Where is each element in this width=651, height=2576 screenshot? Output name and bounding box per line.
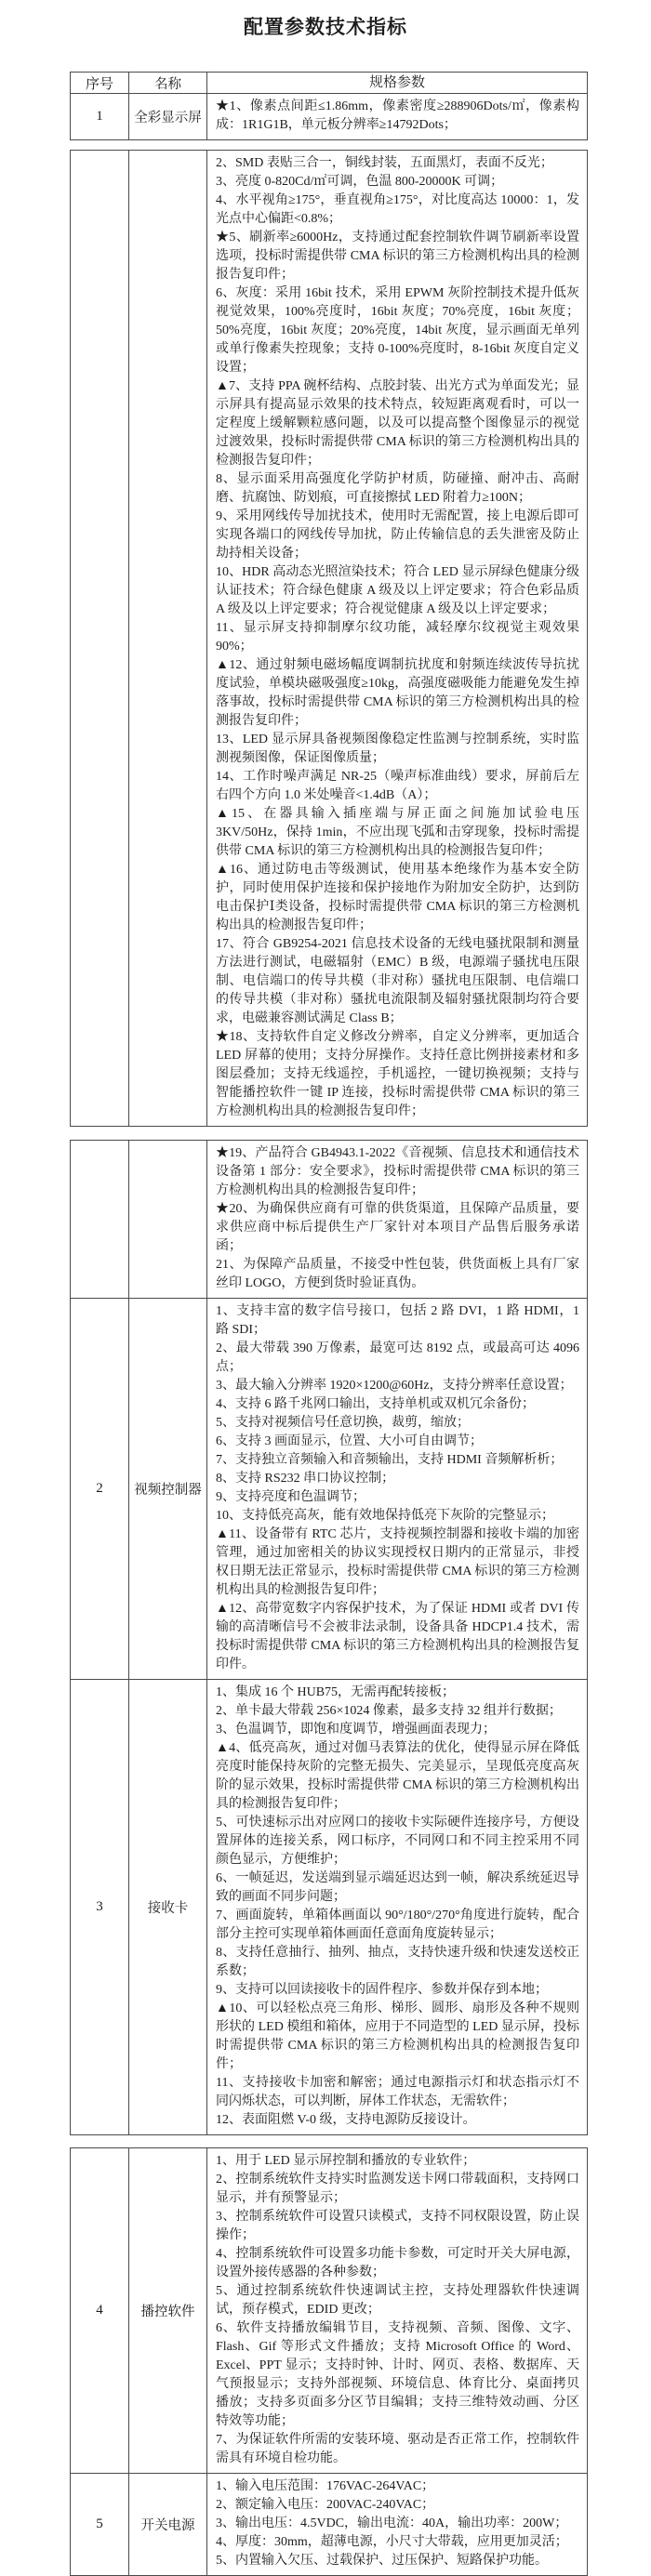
table-row-control-software — [71, 2148, 587, 2473]
spec-item: 3、输出电压：4.5VDC，输出电流：40A，输出功率：200W； — [216, 2517, 568, 2530]
spec-item: 17、符合 GB9254-2021 信息技术设备的无线电骚扰限制和测量方法进行测试，电磁辐射（EMC）B 级，电源端子骚扰电压限制、电信端口的传导共模（非对称）骚扰电压限制、电信端口的传导共模（非对称）骚扰电流限制及辐射骚扰限制均符合要求，电磁兼容测试满足 Class B； — [216, 937, 579, 1025]
spec-item: ▲12、通过射频电磁场幅度调制抗扰度和射频连续波传导抗扰度试验，单模块磁吸强度≥10kg，高强度磁吸能力能避免发生掉落事故，投标时需提供带 CMA 标识的第三方检测机构出具的检测报告复印件； — [216, 658, 579, 728]
spec-item: ★5、刷新率≥6000Hz，支持通过配套控制软件调节刷新率设置选项，投标时需提供带 CMA 标识的第三方检测机构出具的检测报告复印件； — [216, 231, 579, 282]
spec-item: ▲15、在器具输入插座端与屏正面之间施加试验电压 3KV/50Hz，保持 1min，不应出现飞弧和击穿现象，投标时需提供带 CMA 标识的第三方检测机构出具的检测报告复印件； — [216, 807, 579, 858]
serial-cell: 3 — [71, 1680, 129, 2134]
spec-item: 2、控制系统软件支持实时监测发送卡网口带载面积，支持网口显示，并有预警显示； — [216, 2173, 579, 2205]
spec-item: 3、控制系统软件可设置只读模式，支持不同权限设置，防止误操作； — [216, 2210, 579, 2242]
spec-item: 8、支持任意抽行、抽列、抽点，支持快速升级和快速发送校正系数； — [216, 1946, 579, 1978]
spec-item: ★20、为确保供应商有可靠的供货渠道，且保障产品质量，要求供应商中标后提供生产厂家针对本项目产品售后服务承诺函； — [216, 1202, 579, 1253]
spec-item: 1、用于 LED 显示屏控制和播放的专业软件； — [216, 2154, 476, 2168]
header-cell-spec: 规格参数 — [368, 75, 425, 90]
spec-item: 2、额定输入电压：200VAC-240VAC； — [216, 2498, 435, 2512]
spec-item: 6、支持 3 画面显示，位置、大小可自由调节； — [216, 1434, 483, 1448]
spec-item: 6、软件支持播放编辑节目，支持视频、音频、图像、文字、Flash、Gif 等形式文件播放；支持 Microsoft Office 的 Word、Excel、PPT 显示；支持时钟、计时、网页、表格、数据库、天气预报显示；支持外部视频、环境信息、体育比分、桌面拷贝播放；支持多页面多分区节目编辑；支持三维特效动画、分区特效等功能； — [216, 2321, 579, 2428]
spec-item: 10、HDR 高动态光照渲染技术；符合 LED 显示屏绿色健康分级认证技术；符合绿色健康 A 级及以上评定要求；符合色彩品质 A 级及以上评定要求；符合视觉健康 A 级及以上评定要求； — [216, 565, 579, 616]
spec-item: ▲10、可以轻松点亮三角形、梯形、圆形、扇形及各种不规则形状的 LED 模组和箱体，应用于不同造型的 LED 显示屏，投标时需提供带 CMA 标识的第三方检测机构出具的检测报告复印件； — [216, 2001, 579, 2071]
spec-item: 3、色温调节，即饱和度调节，增强画面表现力； — [216, 1723, 496, 1737]
spec-item: ▲7、支持 PPA 碗杯结构、点胶封装、出光方式为单面发光；显示屏具有提高显示效果的技术特点，较短距离观看时，可以一定程度上缓解颗粒感问题，以及可以提高整个图像显示的视觉过渡效果，投标时需提供带 CMA 标识的第三方检测机构出具的检测报告复印件； — [216, 379, 579, 468]
name-cell: 全彩显示屏 — [129, 94, 207, 139]
spec-item: 8、显示面采用高强度化学防护材质，防碰撞、耐冲击、高耐磨、抗腐蚀、防划痕，可直接擦拭 LED 附着力≥100N； — [216, 472, 579, 505]
header-cell-name: 名称 — [129, 73, 207, 93]
spec-item: 21、为保障产品质量，不接受中性包装，供货面板上具有厂家丝印 LOGO，方便到货时验证真伪。 — [216, 1258, 579, 1290]
spec-cell — [207, 1680, 587, 2134]
serial-cell: 2 — [71, 1299, 129, 1679]
spec-item: 7、为保证软件所需的安装环境、驱动是否正常工作，控制软件需具有环境自检功能。 — [216, 2433, 579, 2465]
serial-cell: 1 — [71, 94, 129, 139]
spec-item: ▲16、通过防电击等级测试，使用基本绝缘作为基本安全防护，同时使用保护连接和保护接地作为附加安全防护，达到防电击保护Ⅰ类设备，投标时需提供带 CMA 标识的第三方检测机构出具的检测报告复印件； — [216, 863, 579, 932]
spec-item: 9、采用网线传导加扰技术，使用时无需配置，接上电源后即可实现各端口的网线传导加扰，防止传输信息的丢失泄密及防止劫持相关设备； — [216, 509, 579, 561]
spec-cell — [207, 151, 587, 1126]
spec-item: ▲4、低亮高灰，通过对伽马表算法的优化，使得显示屏在降低亮度时能保持灰阶的完整无损失、完美显示，呈现低亮度高灰阶的显示效果，投标时需提供带 CMA 标识的第三方检测机构出具的检测报告复印件； — [216, 1741, 579, 1811]
spec-item: 5、支持对视频信号任意切换，裁剪，缩放； — [216, 1416, 470, 1430]
serial-cell: 5 — [71, 2474, 129, 2575]
spec-item: 6、灰度：采用 16bit 技术，采用 EPWM 灰阶控制技术提升低灰视觉效果，100%亮度时，16bit 灰度；70%亮度，16bit 灰度；50%亮度，16bit 灰度；20%亮度，14bit 灰度，显示画面无单列或单行像素失控现象；支持 0-100%亮度时，8-16bit 灰度自定义设置； — [216, 286, 579, 375]
spec-table — [70, 72, 588, 2576]
spec-item: 1、支持丰富的数字信号接口，包括 2 路 DVI，1 路 HDMI，1 路 SDI； — [216, 1304, 579, 1337]
name-cell-empty — [129, 1141, 207, 1298]
spec-item: 4、支持 6 路千兆网口输出，支持单机或双机冗余备份； — [216, 1397, 535, 1411]
table-header-row — [71, 73, 587, 93]
spec-item: 8、支持 RS232 串口协议控制； — [216, 1472, 395, 1486]
serial-cell: 4 — [71, 2148, 129, 2473]
table-row-receiving-card — [71, 1679, 587, 2134]
name-cell: 接收卡 — [129, 1680, 207, 2134]
spec-item: 10、支持低亮高灰，能有效地保持低亮下灰阶的完整显示； — [216, 1509, 554, 1523]
spec-item: ▲12、高带宽数字内容保护技术，为了保证 HDMI 或者 DVI 传输的高清晰信号不会被非法录制，设备具备 HDCP1.4 技术，需投标时需提供带 CMA 标识的第三方检测机构出具的检测报告复印件。 — [216, 1602, 579, 1671]
spec-item: 5、内置输入欠压、过载保护、过压保护、短路保护功能。 — [216, 2554, 548, 2568]
spec-item: 5、通过控制系统软件快速调试主控，支持处理器软件快速调试，预存模式，EDID 更改； — [216, 2284, 579, 2317]
spec-item: 2、单卡最大带载 256×1024 像素，最多支持 32 组并行数据； — [216, 1704, 562, 1718]
spec-item: 2、最大带载 390 万像素，最宽可达 8192 点，或最高可达 4096 点； — [216, 1341, 579, 1374]
spec-item: 9、支持可以回读接收卡的固件程序、参数并保存到本地； — [216, 1983, 548, 1997]
spec-cell — [207, 1141, 587, 1298]
table-fragment-2 — [70, 150, 588, 1127]
header-cell-serial: 序号 — [71, 73, 129, 93]
serial-cell-empty — [71, 1141, 129, 1298]
name-cell-empty — [129, 151, 207, 1126]
spec-item: 7、画面旋转，单箱体画面以 90°/180°/270°角度进行旋转，配合部分主控可实现单箱体画面任意面角度旋转显示； — [216, 1909, 579, 1941]
spec-item: 7、支持独立音频输入和音频输出，支持 HDMI 音频解析析； — [216, 1453, 564, 1467]
spec-item: 12、表面阻燃 V-0 级，支持电源防反接设计。 — [216, 2113, 476, 2127]
table-row-display-screen-end — [71, 1141, 587, 1298]
spec-item: 14、工作时噪声满足 NR-25（噪声标准曲线）要求，屏前后左右四个方向 1.0 米处噪音<1.4dB（A）； — [216, 770, 579, 802]
spec-item: ★1、像素点间距≤1.86mm，像素密度≥288906Dots/㎡，像素构成：1R1G1B，单元板分辨率≥14792Dots； — [216, 99, 579, 132]
spec-cell — [207, 1299, 587, 1679]
table-fragment-1 — [70, 72, 588, 140]
spec-item: ▲11、设备带有 RTC 芯片，支持视频控制器和接收卡端的加密管理，通过加密相关的协议实现授权日期内的正常显示，非授权日期无法正常显示，投标时需提供带 CMA 标识的第三方检测机构出具的检测报告复印件； — [216, 1527, 579, 1597]
table-fragment-4 — [70, 2147, 588, 2576]
spec-cell — [207, 94, 587, 139]
spec-item: 11、显示屏支持抑制摩尔纹功能，减轻摩尔纹视觉主观效果 90%； — [216, 621, 579, 654]
name-cell: 播控软件 — [129, 2148, 207, 2473]
table-row-video-controller — [71, 1298, 587, 1679]
spec-item: 6、一帧延迟，发送端到显示端延迟达到一帧，解决系统延迟导致的画面不同步问题； — [216, 1871, 579, 1904]
name-cell: 视频控制器 — [129, 1299, 207, 1679]
table-fragment-3 — [70, 1140, 588, 2135]
spec-item: 1、集成 16 个 HUB75，无需再配转接板； — [216, 1685, 456, 1699]
spec-item: 3、最大输入分辨率 1920×1200@60Hz，支持分辨率任意设置； — [216, 1379, 573, 1393]
page-title: 配置参数技术指标 — [244, 17, 407, 38]
spec-cell — [207, 2148, 587, 2473]
serial-cell-empty — [71, 151, 129, 1126]
spec-item: 4、厚度：30mm，超薄电源，小尺寸大带载，应用更加灵活； — [216, 2535, 568, 2549]
name-cell: 开关电源 — [129, 2474, 207, 2575]
spec-item: 4、控制系统软件可设置多功能卡参数，可定时开关大屏电源，设置外接传感器的各种参数； — [216, 2247, 579, 2279]
spec-item: ★19、产品符合 GB4943.1-2022《音视频、信息技术和通信技术设备第 1 部分：安全要求》，投标时需提供带 CMA 标识的第三方检测机构出具的检测报告复印件； — [216, 1146, 579, 1197]
spec-item: 2、SMD 表贴三合一，铜线封装，五面黑灯，表面不反光； — [216, 156, 553, 170]
spec-item: 11、支持接收卡加密和解密；通过电源指示灯和状态指示灯不同闪烁状态，可以判断，屏体工作状态，无需软件； — [216, 2076, 579, 2108]
spec-item: 13、LED 显示屏具备视频图像稳定性监测与控制系统，实时监测视频图像，保证图像质量； — [216, 733, 579, 765]
table-row-display-screen — [71, 93, 587, 139]
spec-item: 3、亮度 0-820Cd/㎡可调，色温 800-20000K 可调； — [216, 175, 504, 189]
spec-item: 9、支持亮度和色温调节； — [216, 1490, 365, 1504]
spec-cell — [207, 2474, 587, 2575]
table-row-display-screen-cont — [71, 151, 587, 1126]
table-row-switching-power — [71, 2473, 587, 2575]
spec-item: ★18、支持软件自定义修改分辨率，自定义分辨率，更加适合 LED 屏幕的使用；支持分屏操作。支持任意比例拼接素材和多图层叠加；支持无线遥控，手机遥控，一键切换视频；支持与智能播控软件一键 IP 连接，投标时需提供带 CMA 标识的第三方检测机构出具的检测报告复印件； — [216, 1030, 579, 1118]
spec-item: 1、输入电压范围：176VAC-264VAC； — [216, 2479, 435, 2493]
spec-item: 4、水平视角≥175°，垂直视角≥175°，对比度高达 10000：1，发光点中心偏距<0.8%； — [216, 193, 579, 226]
spec-item: 5、可快速标示出对应网口的接收卡实际硬件连接序号，方便设置屏体的连接关系，网口标序，不同网口和不同主控采用不同颜色显示，方便维护； — [216, 1816, 579, 1867]
